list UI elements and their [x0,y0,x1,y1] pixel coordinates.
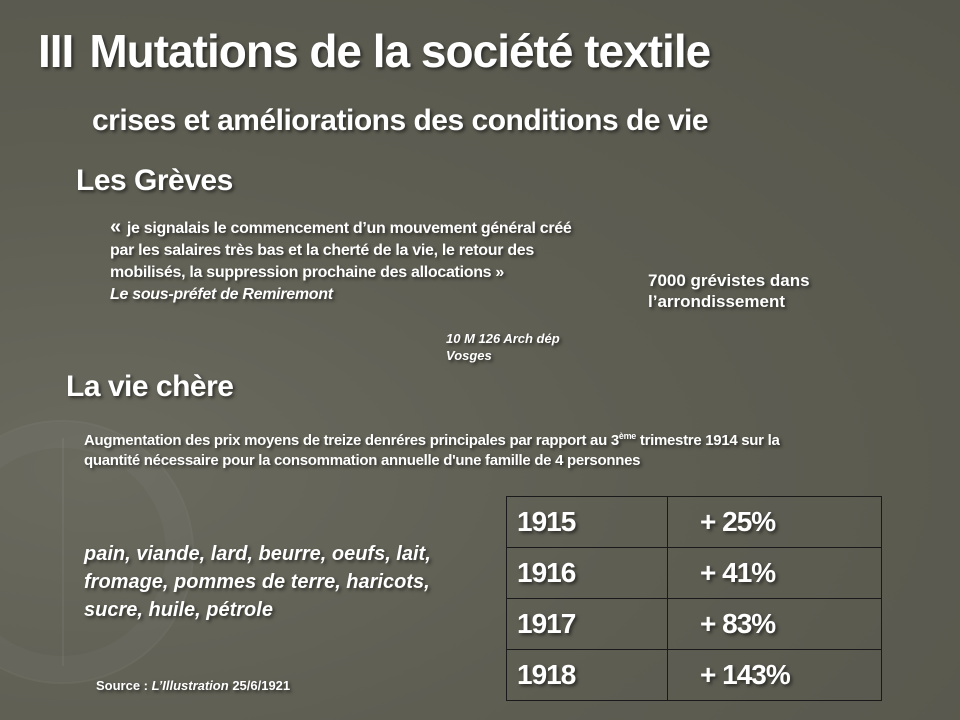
source-label: Source : [96,678,149,693]
table-row [507,497,882,548]
archive-reference: 10 M 126 Arch dép Vosges [446,331,560,363]
title-text: Mutations de la société textile [89,25,711,77]
strikers-count: 7000 grévistes dans l’arrondissement [648,271,810,311]
increase-cell: + 25% [668,497,882,548]
description-part1: Augmentation des prix moyens de treize denréres principales par rapport au 3 [84,432,619,449]
goods-list: pain, viande, lard, beurre, oeufs, lait, fromage, pommes de terre, haricots, sucre, huile, pétrole [84,543,431,621]
slide-title [38,24,710,78]
year-cell: 1915 [507,497,668,548]
source-date: 25/6/1921 [232,678,291,693]
description-part2: trimestre 1914 sur la quantité nécessaire pour la consommation annuelle d'une famille de 4 personnes [84,432,780,469]
price-increase-description [84,426,824,471]
table-row [507,599,882,650]
strikes-heading: Les Grèves [76,164,233,197]
description-sup: ème [618,431,636,441]
source-publication: L’Illustration [151,678,229,693]
quote-author: Le sous-préfet de Remiremont [110,286,333,303]
table-row [507,650,882,701]
source-citation [96,678,290,693]
year-cell: 1916 [507,548,668,599]
price-increase-table [506,496,882,701]
section-number: III [38,25,74,77]
table-row [507,548,882,599]
cost-of-living-heading: La vie chère [66,370,234,403]
year-cell: 1918 [507,650,668,701]
year-cell: 1917 [507,599,668,650]
increase-cell: + 41% [668,548,882,599]
slide-subtitle: crises et améliorations des conditions de vie [92,104,709,137]
increase-cell: + 143% [668,650,882,701]
strikes-quote [110,216,580,306]
quote-text: je signalais le commencement d’un mouvement général créé par les salaires très bas et la cherté de la vie, le retour des mobilisés, la suppression prochaine des allocations » [110,220,572,281]
increase-cell: + 83% [668,599,882,650]
quote-open-mark: « [110,216,121,238]
